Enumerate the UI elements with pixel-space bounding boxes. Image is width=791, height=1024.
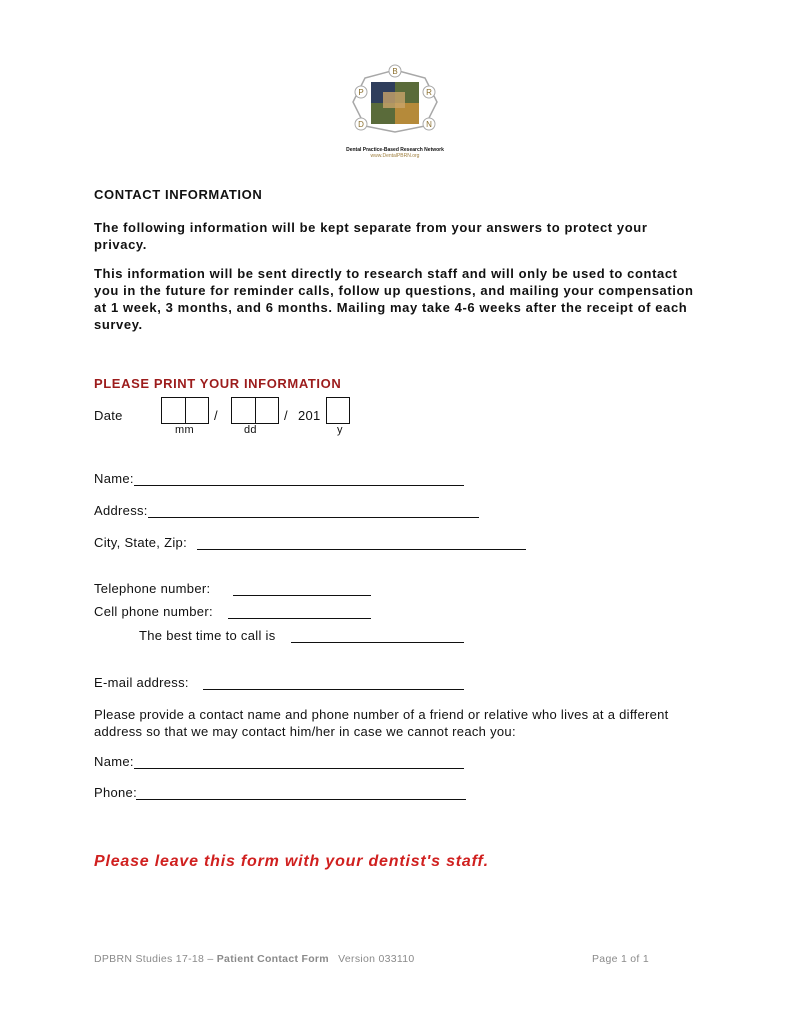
footer-left: [94, 953, 415, 965]
cell-phone-label: Cell phone number:: [94, 604, 213, 619]
alt-phone-label: Phone:: [94, 785, 138, 800]
email-label: E-mail address:: [94, 675, 189, 690]
month-input[interactable]: [161, 397, 209, 424]
privacy-paragraph: The following information will be kept separate from your answers to protect your privacy.: [94, 220, 648, 252]
city-state-zip-label: City, State, Zip:: [94, 535, 187, 550]
day-input[interactable]: [231, 397, 279, 424]
footer-form-name: Patient Contact Form: [216, 953, 329, 965]
footer-page-number: Page 1 of 1: [592, 953, 650, 965]
alt-name-label: Name:: [94, 754, 134, 769]
day-hint: dd: [244, 424, 257, 436]
contact-usage-paragraph: This information will be sent directly to research staff and will only be used to contact you in the future for reminder calls, follow up questions, and mailing your compensation at 1 week, 3 months, and 6 months. Mailing may take 4-6 weeks after the receipt of each survey.: [94, 266, 694, 332]
logo-letter: P: [358, 88, 364, 97]
city-state-zip-field[interactable]: [197, 535, 526, 550]
logo-graphic: [325, 62, 465, 142]
footer-study: DPBRN Studies 17-18 –: [94, 953, 214, 965]
name-field[interactable]: [134, 471, 464, 486]
telephone-field[interactable]: [233, 581, 371, 596]
logo-letter: N: [426, 120, 432, 129]
leave-form-note: Please leave this form with your dentist's staff.: [94, 853, 489, 870]
footer-version: Version 033110: [338, 953, 415, 965]
year-hint: y: [337, 424, 343, 436]
address-field[interactable]: [148, 503, 479, 518]
alt-name-field[interactable]: [134, 754, 464, 769]
best-time-field[interactable]: [291, 628, 464, 643]
best-time-label: The best time to call is: [139, 628, 276, 643]
telephone-label: Telephone number:: [94, 581, 211, 596]
page-title: CONTACT INFORMATION: [94, 187, 263, 202]
date-separator: /: [284, 408, 288, 423]
print-heading: PLEASE PRINT YOUR INFORMATION: [94, 376, 342, 391]
logo-letter: R: [426, 88, 432, 97]
logo-name: Dental Practice-Based Research Network: [346, 147, 444, 153]
month-hint: mm: [175, 424, 194, 436]
cell-phone-field[interactable]: [228, 604, 371, 619]
address-label: Address:: [94, 503, 148, 518]
alt-phone-field[interactable]: [136, 785, 466, 800]
date-separator: /: [214, 408, 218, 423]
email-field[interactable]: [203, 675, 464, 690]
network-logo: [325, 62, 465, 157]
logo-url: www.DentalPBRN.org: [370, 153, 420, 159]
year-prefix: 201: [298, 408, 321, 423]
logo-letter: B: [392, 67, 398, 76]
year-digit-input[interactable]: [326, 397, 350, 424]
name-label: Name:: [94, 471, 134, 486]
alt-contact-instructions: Please provide a contact name and phone number of a friend or relative who lives at a different address so that we may contact him/her in case we cannot reach you:: [94, 707, 669, 739]
date-label: Date: [94, 408, 123, 423]
logo-letter: D: [358, 120, 364, 129]
